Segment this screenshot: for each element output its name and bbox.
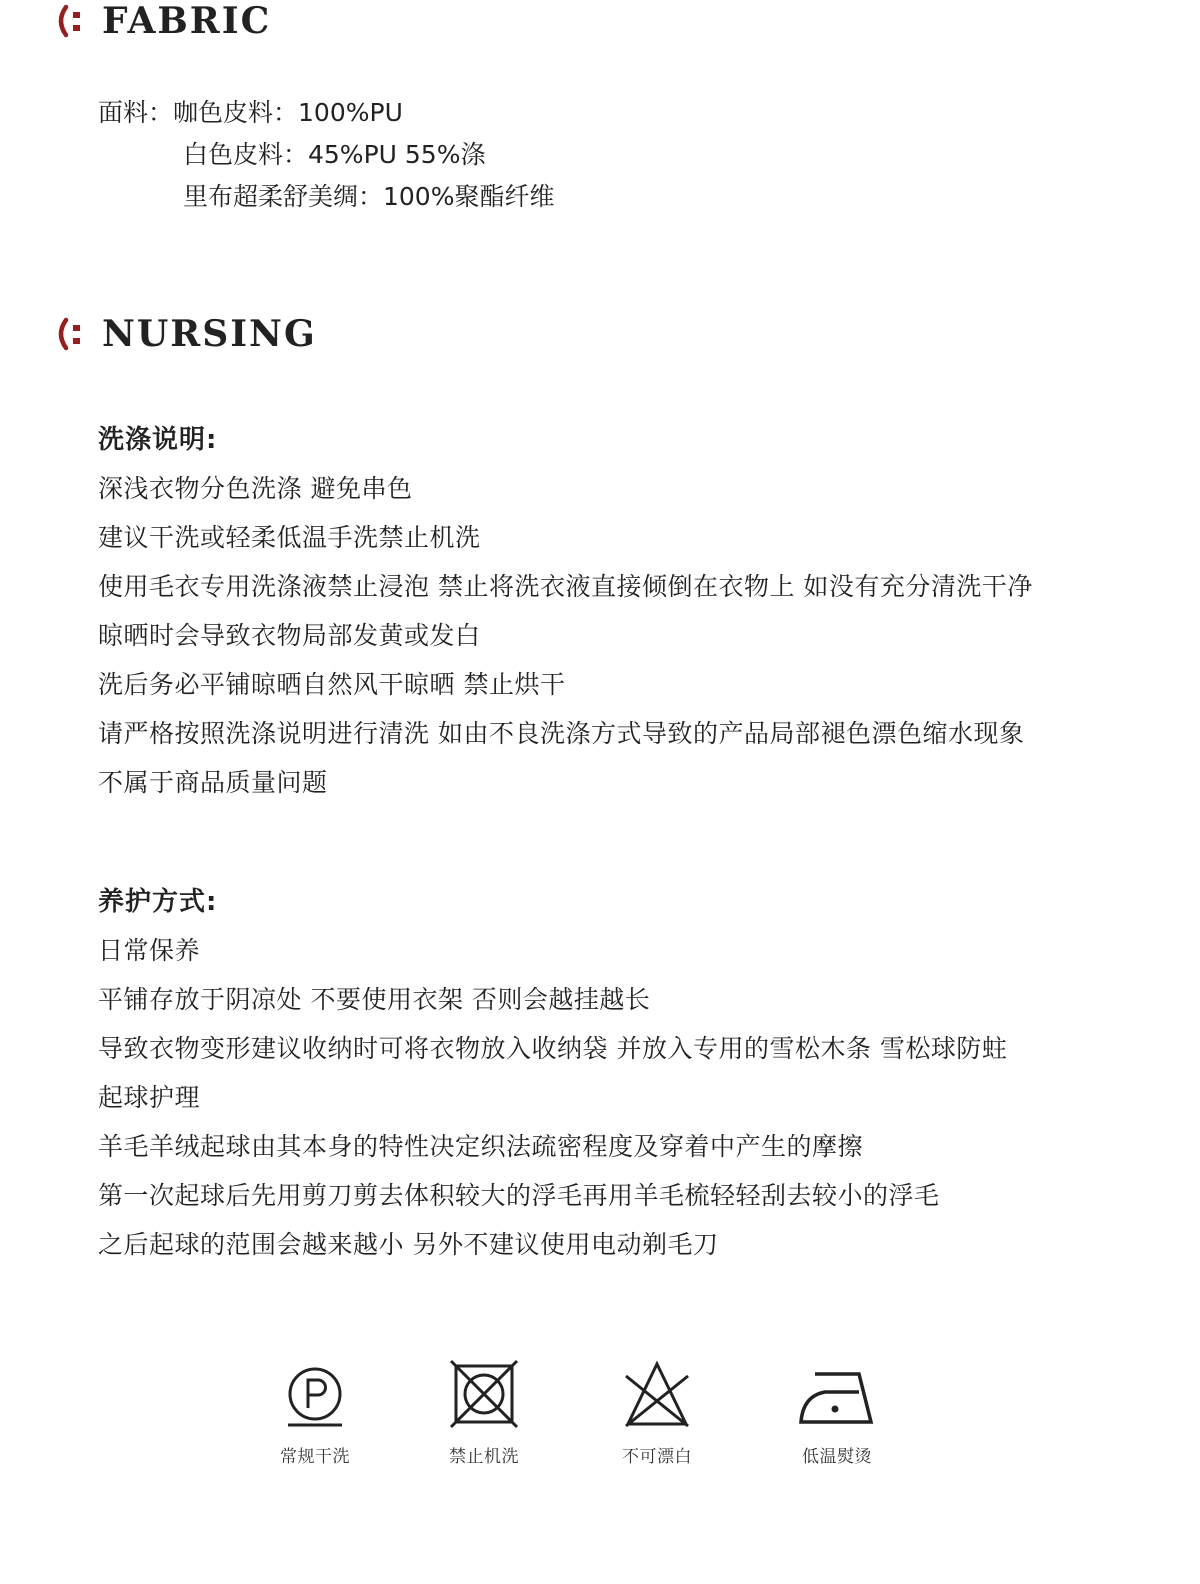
care-symbols: [0, 1358, 1200, 1478]
fabric-details: [98, 92, 554, 218]
care-symbol-label: 禁止机洗: [449, 1447, 519, 1467]
care-symbol-label: 不可漂白: [622, 1447, 692, 1467]
care-line: 日常保养: [98, 936, 201, 965]
nursing-title: NURSING: [102, 313, 317, 355]
care-symbol-no-machine-wash: [414, 1358, 554, 1467]
fabric-row: [98, 92, 554, 134]
care-line: 第一次起球后先用剪刀剪去体积较大的浮毛再用羊毛梳轻轻刮去较小的浮毛: [98, 1181, 940, 1210]
care-line: 平铺存放于阴凉处 不要使用衣架 否则会越挂越长: [98, 985, 651, 1014]
care-line: 导致衣物变形建议收纳时可将衣物放入收纳袋 并放入专用的雪松木条 雪松球防蛀: [98, 1034, 1008, 1063]
wash-line: 请严格按照洗涤说明进行清洗 如由不良洗涤方式导致的产品局部褪色漂色缩水现象: [98, 719, 1025, 748]
fabric-row: [98, 134, 554, 176]
no-machine-wash-icon: [449, 1358, 519, 1430]
care-line: 羊毛羊绒起球由其本身的特性决定织法疏密程度及穿着中产生的摩擦: [98, 1132, 864, 1161]
fabric-line: 里布超柔舒美绸：100%聚酯纤维: [183, 182, 555, 211]
no-bleach-icon: [622, 1358, 692, 1430]
care-symbol-label: 低温熨烫: [802, 1447, 872, 1467]
fabric-line: 白色皮料：45%PU 55%涤: [183, 140, 486, 169]
care-instructions: [98, 878, 1007, 1269]
fabric-title: FABRIC: [102, 0, 272, 42]
fabric-label: 面料：: [98, 98, 174, 127]
wash-line: 不属于商品质量问题: [98, 768, 328, 797]
care-symbol-no-bleach: [587, 1358, 727, 1467]
dry-clean-p-icon: [280, 1358, 350, 1430]
wash-line: 洗后务必平铺晾晒自然风干晾晒 禁止烘干: [98, 670, 566, 699]
low-iron-icon: [797, 1358, 877, 1430]
wash-heading: 洗涤说明:: [98, 425, 218, 455]
bracket-mark-icon: [52, 314, 88, 354]
wash-instructions: [98, 416, 1033, 807]
nursing-header: [52, 309, 317, 359]
wash-line: 建议干洗或轻柔低温手洗禁止机洗: [98, 523, 481, 552]
bracket-mark-icon: [52, 1, 88, 41]
care-line: 起球护理: [98, 1083, 201, 1112]
fabric-line: 咖色皮料：100%PU: [173, 98, 403, 127]
care-heading: 养护方式:: [98, 887, 218, 917]
care-symbol-label: 常规干洗: [280, 1447, 350, 1467]
care-symbol-low-iron: [767, 1358, 907, 1467]
fabric-header: [52, 0, 271, 46]
wash-line: 深浅衣物分色洗涤 避免串色: [98, 474, 413, 503]
fabric-row: [98, 176, 554, 218]
care-line: 之后起球的范围会越来越小 另外不建议使用电动剃毛刀: [98, 1230, 719, 1259]
wash-line: 使用毛衣专用洗涤液禁止浸泡 禁止将洗衣液直接倾倒在衣物上 如没有充分清洗干净: [98, 572, 1033, 601]
care-symbol-dry-clean: [245, 1358, 385, 1467]
wash-line: 晾晒时会导致衣物局部发黄或发白: [98, 621, 481, 650]
